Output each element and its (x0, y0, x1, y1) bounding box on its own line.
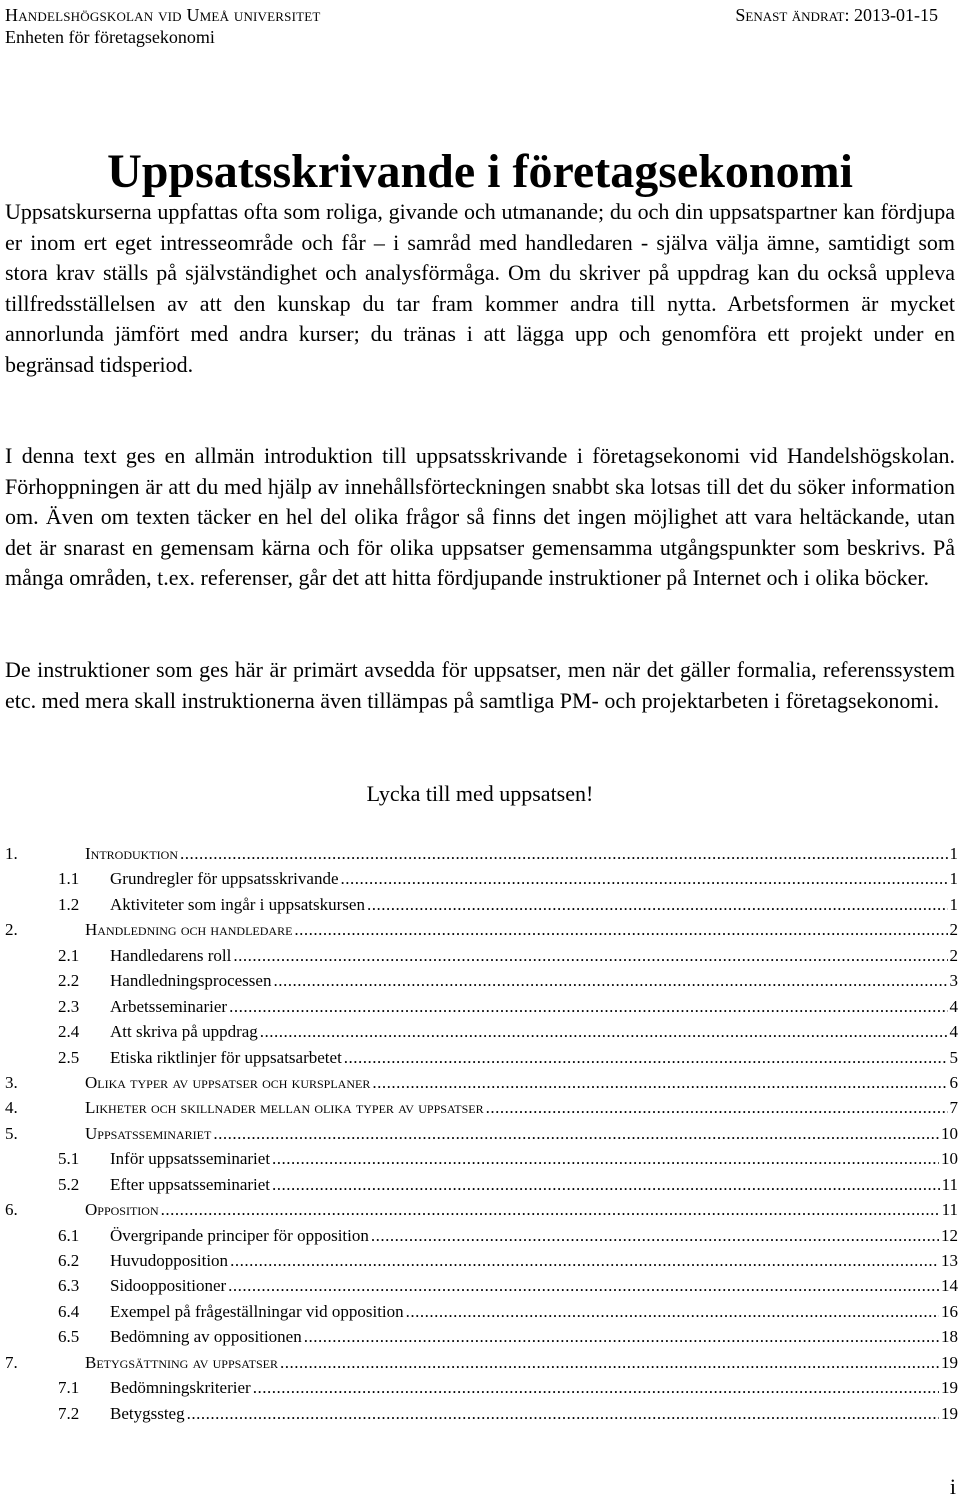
toc-leader-dots (280, 1350, 939, 1375)
toc-page-number: 1 (949, 844, 958, 863)
toc-page-number: 14 (941, 1276, 958, 1296)
toc-number: 1.2 (58, 894, 80, 914)
toc-page-number: 10 (941, 1123, 958, 1143)
toc-label: Att skriva på uppdrag (110, 1022, 258, 1042)
toc-label: Likheter och skillnader mellan olika typer av uppsatser (85, 1098, 484, 1118)
toc-number: 6. (5, 1200, 18, 1220)
toc-leader-dots (486, 1095, 948, 1120)
toc-label: Grundregler för uppsatsskrivande (110, 869, 339, 889)
toc-leader-dots (344, 1045, 948, 1070)
toc-leader-dots (371, 1223, 939, 1248)
toc-page-number: 5 (949, 1047, 958, 1067)
toc-leader-dots (253, 1375, 939, 1400)
toc-label: Bedömning av oppositionen (110, 1327, 302, 1347)
toc-leader-dots (341, 866, 948, 891)
document-title: Uppsatsskrivande i företagsekonomi (107, 145, 853, 199)
toc-number: 7.1 (58, 1378, 80, 1398)
toc-entry[interactable] (5, 1146, 958, 1171)
intro-paragraph-1: Uppsatskurserna uppfattas ofta som roliga, givande och utmanande; du och din uppsatspartner kan fördjupa er inom ert eget intresseområde och får – i samråd med handledaren - själva välja ämne, samtidigt som stora krav ställs på självständighet och analysförmåga. Om du skriver på uppdrag kan du också uppleva tillfredsställelsen av att den kunskap du tar fram kommer andra till nytta. Arbetsformen är mycket annorlunda jämfört med andra kurser; du tränas i att lägga upp och genomföra ett projekt under en begränsad tidsperiod. (5, 199, 955, 377)
intro-paragraph-2: I denna text ges en allmän introduktion till uppsatsskrivande i företagsekonomi vid Handelshögskolan. Förhoppningen är att du med hjälp av innehållsförteckningen snabbt ska lotsas till det du söker information om. Även om texten täcker en hel del olika frågor så finns det ingen möjlighet att vara heltäckande, utan det är snarast en gemensam kärna och för olika uppsatser gemensamma utgångspunkter som beskrivs. På många områden, t.ex. referenser, går det att hitta fördjupande instruktioner på Internet och i olika böcker. (5, 443, 955, 590)
toc-leader-dots (260, 1019, 948, 1044)
toc-number: 2.3 (58, 996, 80, 1016)
toc-label: Handledarens roll (110, 945, 232, 965)
toc-entry[interactable] (5, 1197, 958, 1222)
toc-page-number: 3 (949, 971, 958, 991)
toc-number: 5.2 (58, 1174, 80, 1194)
motto-text: Lycka till med uppsatsen! (366, 781, 594, 806)
toc-label: Exempel på frågeställningar vid opposition (110, 1301, 404, 1321)
toc-label: Inför uppsatsseminariet (110, 1149, 271, 1169)
toc-leader-dots (294, 917, 947, 942)
toc-label: Arbetsseminarier (110, 996, 228, 1016)
toc-page-number: 13 (941, 1251, 958, 1270)
toc-entry[interactable] (5, 1375, 958, 1400)
toc-leader-dots (233, 943, 947, 968)
toc-leader-dots (304, 1324, 939, 1349)
toc-label: Handledning och handledare (85, 920, 293, 940)
toc-entry[interactable] (5, 943, 958, 968)
toc-number: 3. (5, 1072, 18, 1092)
toc-page-number: 16 (941, 1301, 958, 1321)
toc-leader-dots (180, 841, 948, 866)
toc-page-number: 2 (949, 945, 958, 965)
toc-label: Aktiviteter som ingår i uppsatskursen (110, 894, 365, 914)
toc-entry[interactable] (5, 994, 958, 1019)
toc-page-number: 19 (941, 1352, 958, 1372)
toc-number: 6.2 (58, 1251, 80, 1270)
toc-number: 1. (5, 844, 18, 863)
toc-leader-dots (229, 994, 947, 1019)
toc-label: Bedömningskriterier (110, 1378, 251, 1398)
toc-entry[interactable] (5, 1273, 958, 1298)
toc-leader-dots (367, 892, 948, 917)
toc-leader-dots (228, 1273, 939, 1298)
toc-page-number: 18 (941, 1327, 958, 1347)
page-header-left (5, 4, 321, 48)
toc-page-number: 11 (941, 1174, 958, 1194)
toc-number: 2.5 (58, 1047, 80, 1067)
toc-entry[interactable] (5, 1324, 958, 1349)
toc-label: Opposition (85, 1200, 159, 1220)
toc-number: 2. (5, 920, 18, 940)
toc-entry[interactable] (5, 1299, 958, 1324)
toc-number: 2.1 (58, 945, 80, 965)
toc-number: 2.4 (58, 1022, 80, 1042)
toc-entry[interactable] (5, 1223, 958, 1248)
toc-label: Betygssteg (110, 1403, 185, 1423)
toc-page-number: 2 (949, 920, 958, 940)
toc-leader-dots (187, 1401, 939, 1426)
toc-number: 7.2 (58, 1403, 80, 1423)
toc-page-number: 7 (949, 1098, 958, 1118)
toc-leader-dots (161, 1197, 940, 1222)
toc-page-number: 11 (941, 1200, 958, 1220)
toc-page-number: 1 (949, 894, 958, 914)
toc-number: 5. (5, 1123, 18, 1143)
toc-page-number: 19 (941, 1403, 958, 1423)
toc-number: 6.5 (58, 1327, 80, 1347)
toc-leader-dots (213, 1121, 939, 1146)
toc-entry[interactable] (5, 866, 958, 891)
toc-entry[interactable] (5, 841, 958, 866)
toc-label: Sidooppositioner (110, 1276, 227, 1296)
toc-page-number: 12 (941, 1225, 958, 1245)
toc-leader-dots (272, 1146, 939, 1171)
toc-entry[interactable] (5, 1248, 958, 1273)
toc-label: Etiska riktlinjer för uppsatsarbetet (110, 1047, 342, 1067)
toc-label: Handledningsprocessen (110, 971, 272, 991)
toc-number: 6.3 (58, 1276, 80, 1296)
toc-entry[interactable] (5, 1019, 958, 1044)
toc-entry[interactable] (5, 892, 958, 917)
toc-label: Uppsatsseminariet (85, 1123, 212, 1143)
toc-page-number: 6 (949, 1072, 958, 1092)
toc-leader-dots (272, 1172, 940, 1197)
toc-entry[interactable] (5, 968, 958, 993)
toc-leader-dots (230, 1248, 939, 1273)
toc-entry[interactable] (5, 1121, 958, 1146)
toc-entry[interactable] (5, 1401, 958, 1426)
toc-entry[interactable] (5, 1070, 958, 1095)
toc-number: 1.1 (58, 869, 80, 889)
toc-leader-dots (273, 968, 947, 993)
toc-entry[interactable] (5, 1095, 958, 1120)
toc-entry[interactable] (5, 1350, 958, 1375)
last-modified-date: Senast ändrat: 2013-01-15 (735, 5, 938, 25)
toc-page-number: 19 (941, 1378, 958, 1398)
toc-number: 6.4 (58, 1301, 80, 1321)
toc-number: 7. (5, 1352, 18, 1372)
toc-label: Efter uppsatsseminariet (110, 1174, 271, 1194)
toc-entry[interactable] (5, 1172, 958, 1197)
toc-label: Huvudopposition (110, 1251, 229, 1270)
toc-entry[interactable] (5, 1045, 958, 1070)
toc-number: 6.1 (58, 1225, 80, 1245)
page-number: i (949, 1474, 956, 1499)
toc-entry[interactable] (5, 917, 958, 942)
unit-name: Enheten för företagsekonomi (5, 27, 215, 47)
toc-number: 4. (5, 1098, 18, 1118)
toc-leader-dots (372, 1070, 947, 1095)
toc-page-number: 4 (949, 996, 958, 1016)
toc-number: 2.2 (58, 971, 80, 991)
toc-page-number: 4 (949, 1022, 958, 1042)
toc-label: Olika typer av uppsatser och kursplaner (85, 1072, 371, 1092)
toc-label: Betygsättning av uppsatser (85, 1352, 278, 1372)
table-of-contents (5, 841, 958, 1426)
institution-name: Handelshögskolan vid Umeå universitet (5, 5, 321, 25)
toc-label: Övergripande principer för opposition (110, 1225, 369, 1245)
toc-page-number: 1 (949, 869, 958, 889)
toc-leader-dots (406, 1299, 939, 1324)
toc-number: 5.1 (58, 1149, 80, 1169)
toc-label: Introduktion (85, 844, 178, 863)
toc-page-number: 10 (941, 1149, 958, 1169)
intro-paragraph-3: De instruktioner som ges här är primärt avsedda för uppsatser, men när det gäller formalia, referenssystem etc. med mera skall instruktionerna även tillämpas på samtliga PM- och projektarbeten i företagsekonomi. (5, 657, 955, 713)
